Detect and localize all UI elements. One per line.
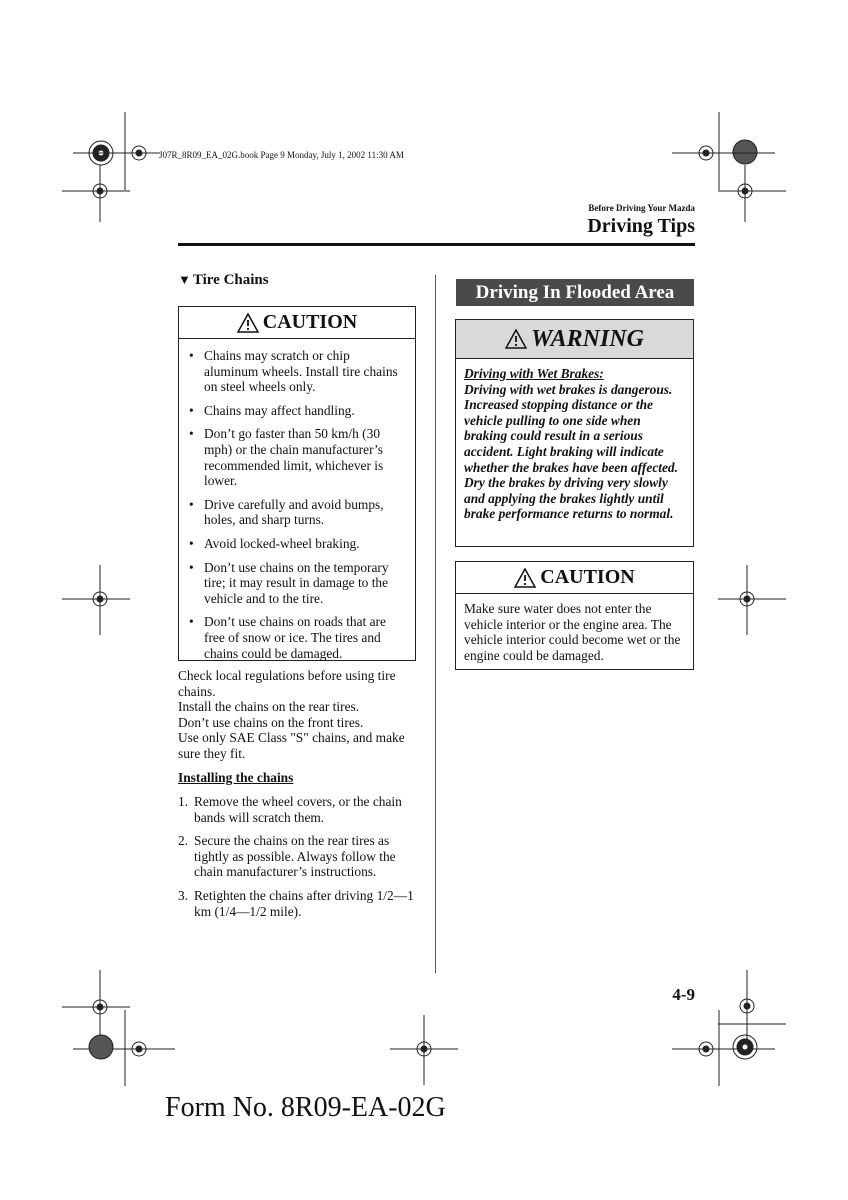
warning-triangle-icon bbox=[514, 568, 536, 588]
section-label: Before Driving Your Mazda bbox=[588, 203, 695, 213]
body-line: Check local regulations before using tire chains. bbox=[178, 668, 396, 699]
color-wheel-icon bbox=[733, 140, 757, 164]
body-line: Use only SAE Class "S" chains, and make sure they fit. bbox=[178, 730, 405, 761]
registration-mark-icon bbox=[718, 970, 786, 1040]
flood-caution-box bbox=[455, 561, 694, 670]
registration-mark-icon bbox=[718, 165, 786, 222]
flooded-area-section-title: Driving In Flooded Area bbox=[456, 279, 694, 306]
warning-triangle-icon bbox=[505, 329, 527, 349]
color-wheel-icon bbox=[733, 1035, 757, 1059]
column-divider bbox=[435, 275, 436, 973]
registration-mark-icon bbox=[62, 565, 130, 635]
header-rule bbox=[178, 243, 695, 246]
list-item: 2. Secure the chains on the rear tires as tightly as possible. Always follow the chain manufacturer’s instructions. bbox=[178, 833, 396, 880]
caution-text: Make sure water does not enter the vehicle interior or the engine area. The vehicle interior could become wet or the engine could be damaged. bbox=[464, 601, 681, 663]
caution-title: CAUTION bbox=[456, 562, 693, 594]
installing-chains-heading: Installing the chains bbox=[178, 770, 294, 785]
page-number: 4-9 bbox=[672, 985, 695, 1004]
registration-mark-icon bbox=[718, 565, 786, 635]
print-file-info: J07R_8R09_EA_02G.book Page 9 Monday, July 1, 2002 11:30 AM bbox=[159, 150, 404, 160]
warning-title: WARNING bbox=[456, 320, 693, 359]
warning-text bbox=[456, 359, 693, 522]
list-item: • Don’t use chains on the temporary tire; it may result in damage to the vehicle and to the tire. bbox=[189, 559, 389, 606]
warning-triangle-icon bbox=[237, 313, 259, 333]
warning-heading: Driving with Wet Brakes: bbox=[464, 366, 604, 381]
caution-bullet-list bbox=[179, 339, 415, 661]
wet-brakes-warning-box bbox=[455, 319, 694, 547]
registration-mark-icon bbox=[62, 970, 130, 1040]
color-wheel-icon bbox=[89, 1035, 113, 1059]
form-number: Form No. 8R09-EA-02G bbox=[165, 1092, 446, 1123]
list-item: • Don’t use chains on roads that are free of snow or ice. The tires and chains could be damaged. bbox=[189, 614, 386, 661]
list-item: • Chains may affect handling. bbox=[189, 402, 355, 418]
registration-mark-icon bbox=[73, 112, 160, 190]
registration-mark-icon bbox=[73, 1010, 175, 1086]
tire-chains-caution-box bbox=[178, 306, 416, 661]
list-item: • Chains may scratch or chip aluminum wheels. Install tire chains on steel wheels only. bbox=[189, 348, 398, 395]
registration-mark-icon bbox=[390, 1015, 458, 1085]
warning-body: Driving with wet brakes is dangerous. Increased stopping distance or the vehicle pulling to one side when braking could result in a serious accident. Light braking will indicate whether the brakes have been affected. Dry the brakes by driving very slowly and applying the brakes lightly until brake performance returns to normal. bbox=[464, 381, 678, 522]
tire-chains-heading: ▼ Tire Chains bbox=[178, 272, 269, 288]
list-item: • Drive carefully and avoid bumps, holes, and sharp turns. bbox=[189, 496, 384, 528]
list-item: 1. Remove the wheel covers, or the chain bands will scratch them. bbox=[178, 794, 402, 825]
list-item: • Avoid locked-wheel braking. bbox=[189, 535, 360, 551]
body-line: Don’t use chains on the front tires. bbox=[178, 714, 364, 730]
registration-mark-icon bbox=[672, 112, 775, 190]
triangle-down-icon: ▼ bbox=[178, 272, 191, 287]
registration-mark-icon bbox=[672, 1010, 775, 1086]
caution-title: CAUTION bbox=[179, 307, 415, 339]
installing-steps-list bbox=[178, 794, 418, 927]
tire-chains-body bbox=[178, 668, 418, 762]
body-line: Install the chains on the rear tires. bbox=[178, 699, 360, 715]
list-item: • Don’t go faster than 50 km/h (30 mph) or the chain manufacturer’s recommended limit, whichever is lower. bbox=[189, 426, 384, 489]
chapter-title: Driving Tips bbox=[587, 215, 695, 237]
registration-mark-icon bbox=[62, 165, 130, 222]
list-item: 3. Retighten the chains after driving 1/2—1 km (1/4—1/2 mile). bbox=[178, 887, 414, 919]
